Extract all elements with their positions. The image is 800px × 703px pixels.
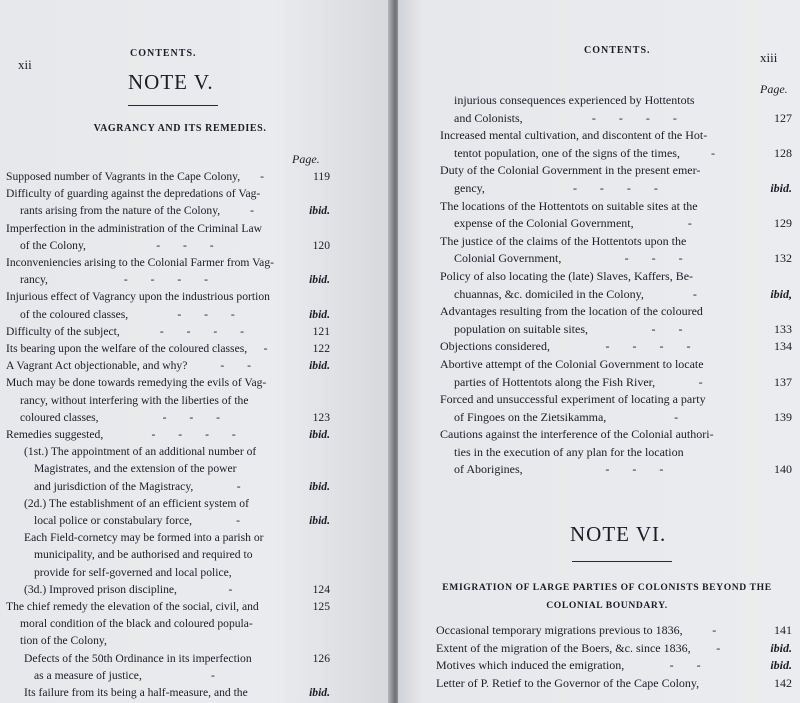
entry-page-number: 134: [774, 339, 792, 354]
entry-leader-dashes: - -: [651, 321, 693, 336]
entry-text: Its failure from its being a half-measure, and the: [24, 686, 248, 700]
entry-page-number: 137: [774, 374, 792, 389]
entry-text: Its bearing upon the welfare of the coloured classes,: [6, 342, 248, 356]
entry-leader-dashes: -: [687, 216, 702, 231]
entry-page-number: 126: [312, 651, 330, 665]
entry-text: of the Colony,: [20, 238, 86, 252]
entry-text: expense of the Colonial Government,: [454, 216, 634, 231]
entry-text: coloured classes,: [20, 410, 99, 424]
entry-text: The justice of the claims of the Hottentots upon the: [440, 233, 687, 248]
entry-text: Each Field-cornetcy may be formed into a parish or: [24, 531, 264, 545]
entry-leader-dashes: -: [263, 342, 278, 356]
entry-page-number: 119: [313, 170, 330, 183]
entry-page-number: 132: [774, 251, 792, 266]
entry-page-number: 124: [312, 582, 330, 596]
entry-text: Inconveniencies arising to the Colonial Farmer from Vag-: [6, 256, 274, 270]
entry-text: municipality, and be authorised and required to: [34, 548, 253, 562]
entry-leader-dashes: -: [210, 668, 225, 682]
entry-text: of Fingoes on the Zietsikamma,: [454, 409, 607, 424]
contents-entry: [436, 657, 792, 675]
entry-text: injurious consequences experienced by Hottentots: [454, 93, 695, 107]
entry-page-number: ibid.: [309, 514, 330, 528]
right-contents-list-2: [436, 622, 792, 692]
contents-entry: [6, 185, 330, 219]
contents-entry: [6, 684, 330, 701]
entry-leader-dashes: -: [698, 374, 713, 389]
entry-text: Increased mental cultivation, and discontent of the Hot-: [440, 128, 708, 143]
right-page: [398, 0, 800, 703]
left-note-title: NOTE V.: [128, 70, 214, 94]
entry-text: Colonial Government,: [454, 251, 562, 266]
entry-text: Objections considered,: [440, 339, 550, 354]
contents-entry: [6, 598, 330, 650]
contents-entry: [6, 650, 330, 684]
entry-text: local police or constabulary force,: [34, 514, 193, 528]
entry-page-number: ibid,: [770, 286, 792, 301]
entry-leader-dashes: - - - -: [159, 324, 254, 338]
contents-entry: [6, 374, 330, 426]
entry-page-number: 128: [774, 145, 792, 160]
entry-text: Much may be done towards remedying the evils of Vag-: [6, 376, 267, 390]
entry-page-number: ibid.: [309, 204, 330, 218]
right-section-title-line2: COLONIAL BOUNDARY.: [546, 600, 668, 611]
entry-leader-dashes: - - -: [624, 251, 693, 266]
entry-leader-dashes: - - -: [156, 238, 224, 252]
contents-entry: [6, 495, 330, 529]
entry-page-number: 141: [774, 623, 792, 637]
entry-text: provide for self-governed and local police,: [34, 565, 232, 579]
entry-leader-dashes: -: [692, 286, 707, 301]
entry-leader-dashes: - - - -: [591, 110, 687, 125]
entry-text: Forced and unsuccessful experiment of locating a party: [440, 392, 706, 407]
entry-leader-dashes: - - - -: [572, 180, 668, 195]
entry-text: and Colonists,: [454, 110, 523, 125]
entry-text: Magistrates, and the extension of the power: [34, 462, 237, 476]
contents-entry: [436, 640, 792, 658]
entry-page-number: ibid.: [770, 180, 792, 195]
entry-leader-dashes: - -: [220, 359, 261, 373]
entry-text: chuannas, &c. domiciled in the Colony,: [454, 286, 644, 301]
entry-text: Letter of P. Retief to the Governor of the Cape Colony,: [436, 675, 700, 690]
entry-text: Advantages resulting from the location of the coloured: [440, 304, 703, 319]
contents-entry: [436, 675, 792, 693]
entry-leader-dashes: -: [712, 623, 727, 637]
entry-page-number: ibid.: [770, 640, 792, 655]
entry-text: Motives which induced the emigration,: [436, 658, 625, 673]
entry-leader-dashes: - - -: [605, 462, 674, 477]
entry-page-number: ibid.: [770, 658, 792, 673]
entry-page-number: 133: [774, 321, 792, 336]
entry-page-number: 129: [774, 216, 792, 231]
entry-text: Difficulty of guarding against the depredations of Vag-: [6, 187, 261, 201]
contents-entry: [440, 338, 792, 356]
entry-leader-dashes: - - - -: [151, 428, 246, 442]
contents-entry: [440, 127, 792, 162]
entry-leader-dashes: -: [236, 514, 250, 528]
entry-text: The chief remedy the elevation of the social, civil, and: [6, 600, 259, 614]
entry-leader-dashes: -: [674, 409, 689, 424]
right-title-rule: [572, 561, 672, 562]
entry-leader-dashes: - - - -: [605, 339, 701, 354]
right-note-title: NOTE VI.: [570, 522, 667, 546]
contents-entry: [6, 426, 330, 443]
entry-text: of Aborigines,: [454, 462, 523, 477]
contents-entry: [440, 426, 792, 479]
entry-text: Supposed number of Vagrants in the Cape Colony,: [6, 170, 241, 183]
contents-entry: [440, 92, 792, 127]
entry-leader-dashes: -: [260, 170, 274, 183]
entry-text: parties of Hottentots along the Fish River,: [454, 374, 656, 389]
entry-text: Abortive attempt of the Colonial Government to locate: [440, 356, 704, 371]
entry-text: Difficulty of the subject,: [6, 324, 120, 338]
right-running-head: CONTENTS.: [584, 45, 651, 56]
contents-entry: [6, 340, 330, 357]
left-page: [0, 0, 392, 703]
right-page-column-head: Page.: [760, 82, 788, 96]
entry-page-number: 139: [774, 409, 792, 424]
left-running-head: CONTENTS.: [130, 48, 197, 59]
entry-text: rancy,: [20, 273, 48, 287]
contents-entry: [440, 233, 792, 268]
entry-text: moral condition of the black and coloured popula-: [20, 617, 253, 631]
entry-leader-dashes: - - -: [162, 410, 230, 424]
entry-page-number: ibid.: [309, 686, 330, 700]
entry-page-number: 127: [774, 110, 792, 125]
contents-entry: [436, 622, 792, 640]
contents-entry: [440, 356, 792, 391]
entry-leader-dashes: -: [236, 479, 251, 493]
entry-text: Occasional temporary migrations previous to 1836,: [436, 623, 683, 637]
contents-entry: [440, 303, 792, 338]
entry-leader-dashes: -: [250, 204, 265, 218]
right-contents-list: [440, 92, 792, 479]
contents-entry: [440, 162, 792, 197]
entry-text: Duty of the Colonial Government in the present emer-: [440, 163, 701, 178]
contents-entry: [6, 254, 330, 288]
left-title-rule: [128, 105, 218, 106]
entry-page-number: 123: [312, 410, 330, 424]
entry-page-number: 122: [312, 342, 330, 356]
contents-entry: [440, 268, 792, 303]
entry-text: population on suitable sites,: [454, 321, 588, 336]
contents-entry: [6, 529, 330, 581]
entry-page-number: 142: [774, 675, 792, 690]
entry-text: rancy, without interfering with the liberties of the: [20, 393, 249, 407]
entry-text: Remedies suggested,: [6, 428, 104, 442]
contents-entry: [6, 581, 330, 598]
entry-text: tentot population, one of the signs of the times,: [454, 145, 680, 160]
entry-page-number: 120: [312, 238, 330, 252]
left-folio: xii: [18, 57, 32, 72]
right-section-title-line1: EMIGRATION OF LARGE PARTIES OF COLONISTS BEYOND THE: [442, 582, 772, 593]
contents-entry: [6, 323, 330, 340]
contents-entry: [6, 357, 330, 374]
contents-entry: [6, 288, 330, 322]
entry-leader-dashes: - - -: [177, 307, 245, 321]
entry-page-number: 125: [312, 600, 330, 614]
entry-page-number: ibid.: [309, 307, 330, 321]
entry-leader-dashes: -: [710, 145, 725, 160]
entry-page-number: ibid.: [309, 479, 330, 493]
contents-entry: [6, 443, 330, 495]
entry-text: Imperfection in the administration of the Criminal Law: [6, 221, 262, 235]
entry-leader-dashes: - - - -: [123, 273, 219, 287]
entry-text: of the coloured classes,: [20, 307, 129, 321]
left-page-column-head: Page.: [292, 152, 320, 166]
entry-page-number: ibid.: [309, 428, 330, 442]
entry-text: Injurious effect of Vagrancy upon the industrious portion: [6, 290, 270, 304]
entry-text: (2d.) The establishment of an efficient system of: [24, 496, 249, 510]
contents-entry: [6, 168, 330, 185]
entry-text: Policy of also locating the (late) Slaves, Kaffers, Be-: [440, 268, 694, 283]
entry-page-number: 140: [774, 462, 792, 477]
right-folio: xiii: [760, 50, 778, 65]
entry-page-number: ibid.: [309, 359, 330, 373]
entry-page-number: 121: [312, 324, 330, 338]
entry-leader-dashes: -: [716, 640, 731, 655]
entry-text: and jurisdiction of the Magistracy,: [34, 479, 194, 493]
entry-text: (3d.) Improved prison discipline,: [24, 582, 177, 596]
entry-text: ties in the execution of any plan for the location: [454, 444, 684, 459]
entry-page-number: ibid.: [309, 273, 330, 287]
entry-text: (1st.) The appointment of an additional number of: [24, 445, 257, 459]
entry-text: as a measure of justice,: [34, 668, 142, 682]
entry-text: gency,: [454, 180, 485, 195]
entry-text: rants arising from the nature of the Colony,: [20, 204, 221, 218]
entry-text: tion of the Colony,: [20, 634, 107, 648]
contents-entry: [440, 391, 792, 426]
entry-text: Cautions against the interference of the Colonial authori-: [440, 427, 714, 442]
entry-leader-dashes: - -: [669, 658, 711, 673]
entry-text: A Vagrant Act objectionable, and why?: [6, 359, 188, 373]
contents-entry: [440, 198, 792, 233]
left-contents-list: [6, 168, 330, 701]
entry-text: The locations of the Hottentots on suitable sites at the: [440, 198, 698, 213]
entry-text: Extent of the migration of the Boers, &c. since 1836,: [436, 640, 691, 655]
entry-text: Defects of the 50th Ordinance in its imperfection: [24, 651, 252, 665]
contents-entry: [6, 220, 330, 254]
entry-leader-dashes: -: [228, 582, 243, 596]
left-section-title: VAGRANCY AND ITS REMEDIES.: [93, 123, 267, 134]
